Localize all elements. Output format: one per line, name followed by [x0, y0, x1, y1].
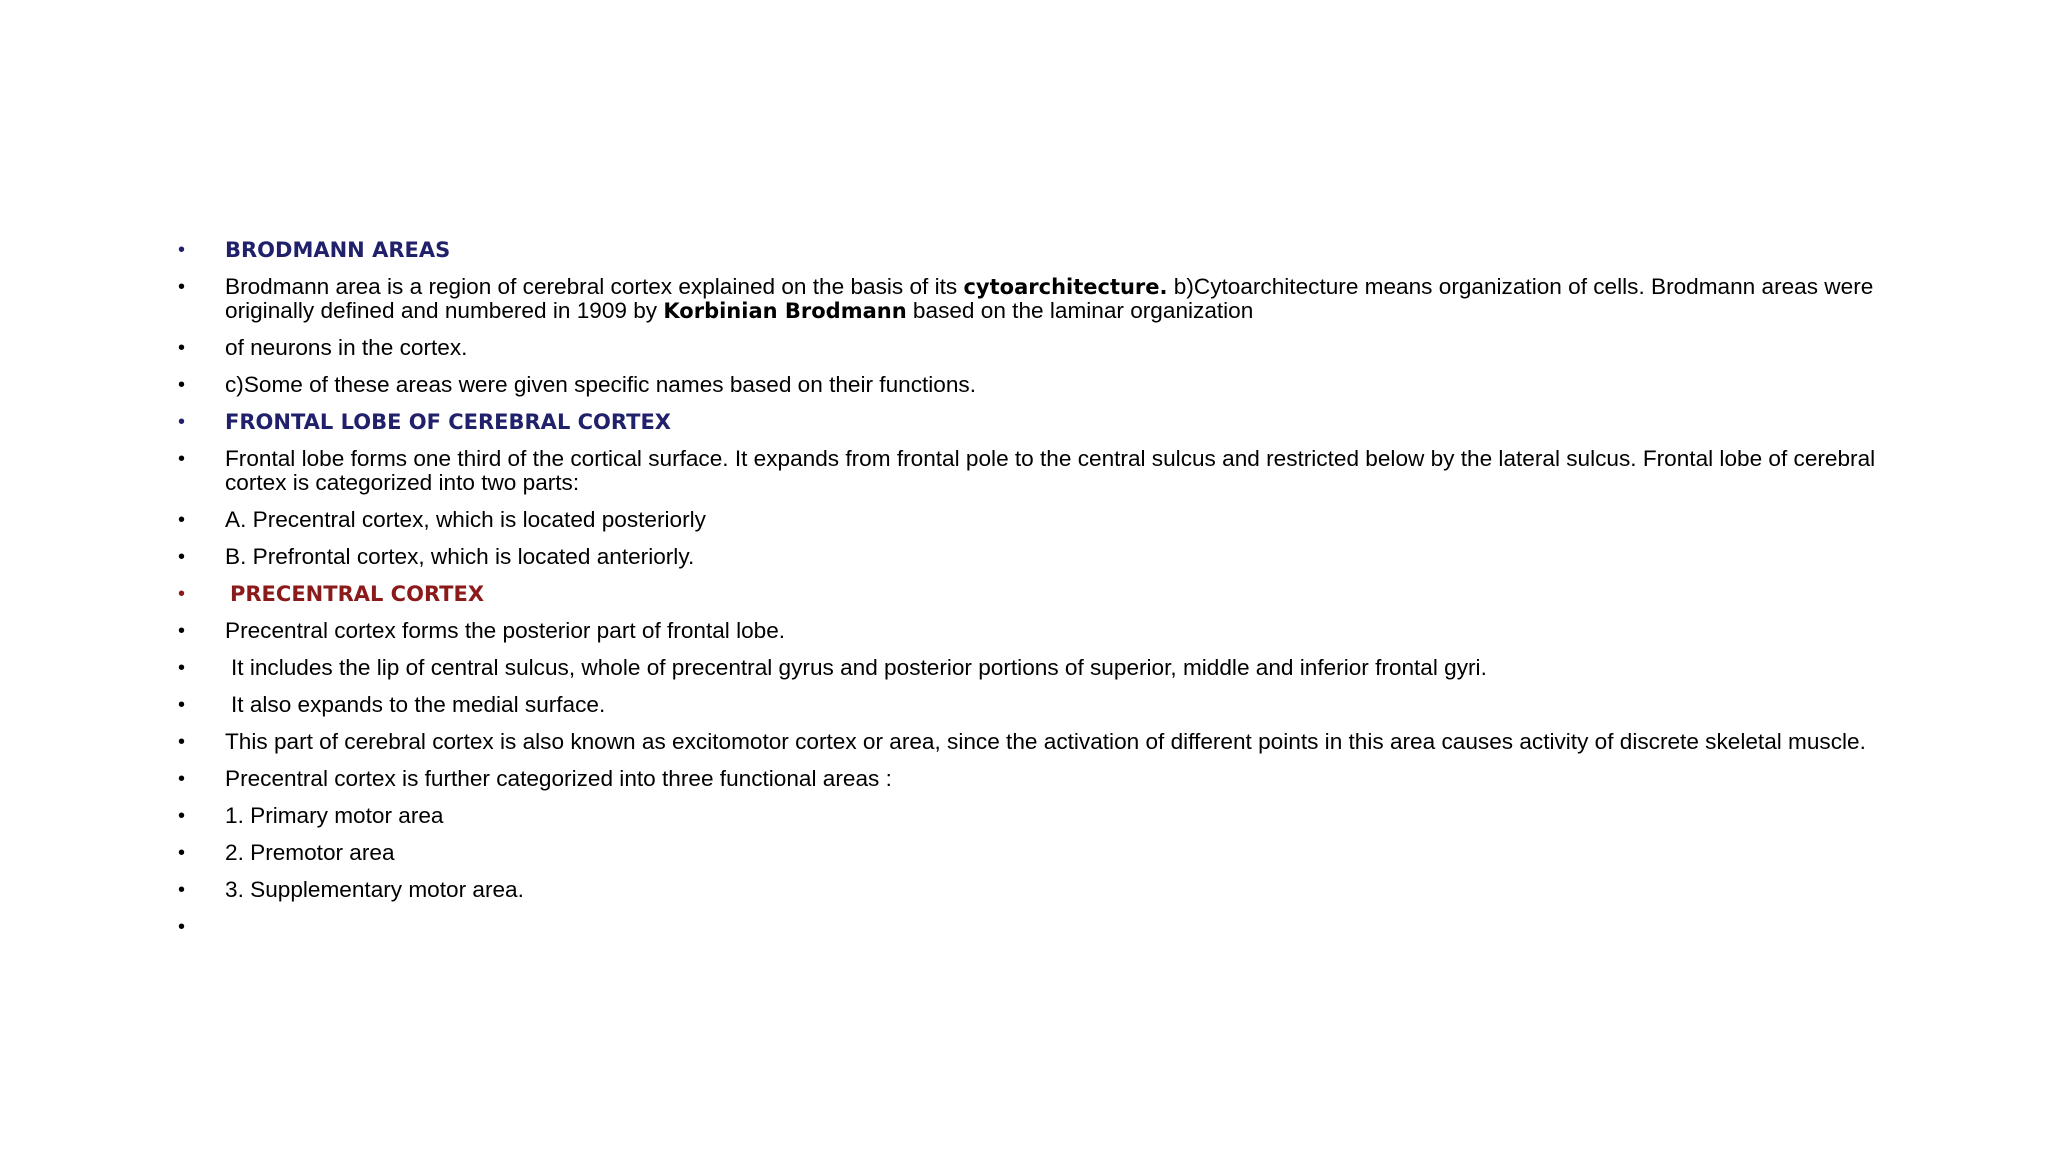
list-item	[172, 410, 1932, 434]
section-heading-brodmann: BRODMANN AREAS	[225, 238, 451, 262]
list-item	[172, 878, 1932, 902]
bullet-icon: •	[178, 731, 186, 753]
text: Brodmann area is a region of cerebral cortex explained on the basis of its	[225, 274, 964, 299]
text: B. Prefrontal cortex, which is located anteriorly.	[225, 544, 695, 569]
text: 1. Primary motor area	[225, 803, 444, 828]
bullet-icon: •	[178, 546, 186, 568]
text: of neurons in the cortex.	[225, 335, 468, 360]
list-item	[172, 619, 1932, 643]
text: Frontal lobe forms one third of the cortical surface. It expands from frontal pole to the central sulcus and restricted below by the lateral sulcus. Frontal lobe of cerebral cortex is categorized into two parts:	[225, 446, 1876, 495]
list-item	[172, 693, 1932, 717]
text: c)Some of these areas were given specific names based on their functions.	[225, 372, 977, 397]
bullet-icon: •	[178, 239, 186, 261]
bullet-icon: •	[178, 509, 186, 531]
list-item	[172, 336, 1932, 360]
bold-term: cytoarchitecture.	[963, 275, 1168, 299]
bullet-list	[172, 238, 1932, 938]
text: Precentral cortex forms the posterior part of frontal lobe.	[225, 618, 786, 643]
bold-term: Korbinian Brodmann	[663, 299, 907, 323]
list-item	[172, 804, 1932, 828]
list-item	[172, 656, 1932, 680]
bullet-icon: •	[178, 276, 186, 298]
text: based on the laminar organization	[906, 298, 1254, 323]
text: It also expands to the medial surface.	[231, 692, 606, 717]
bullet-icon: •	[178, 448, 186, 470]
bullet-icon: •	[178, 583, 186, 605]
list-item	[172, 841, 1932, 865]
list-item	[172, 730, 1932, 754]
text: It includes the lip of central sulcus, whole of precentral gyrus and posterior portions of superior, middle and inferior frontal gyri.	[231, 655, 1487, 680]
bullet-icon: •	[178, 842, 186, 864]
list-item	[172, 582, 1932, 606]
bullet-icon: •	[178, 374, 186, 396]
text: 2. Premotor area	[225, 840, 395, 865]
section-heading-precentral: PRECENTRAL CORTEX	[230, 582, 485, 606]
text: A. Precentral cortex, which is located posteriorly	[225, 507, 706, 532]
bullet-icon: •	[178, 657, 186, 679]
bullet-icon: •	[178, 620, 186, 642]
list-item	[172, 275, 1932, 323]
section-heading-frontal-lobe: FRONTAL LOBE OF CEREBRAL CORTEX	[225, 410, 671, 434]
text: This part of cerebral cortex is also known as excitomotor cortex or area, since the activation of different points in this area causes activity of discrete skeletal muscle.	[225, 729, 1866, 754]
list-item	[172, 545, 1932, 569]
text: b)Cytoarchitecture means organization of cells. Brodmann areas were originally defined and numbered in 1909 by	[225, 274, 1874, 323]
bullet-icon: •	[178, 879, 186, 901]
text: Precentral cortex is further categorized into three functional areas :	[225, 766, 892, 791]
bullet-icon: •	[178, 694, 186, 716]
bullet-icon: •	[178, 337, 186, 359]
bullet-icon: •	[178, 411, 186, 433]
list-item	[172, 508, 1932, 532]
list-item	[172, 238, 1932, 262]
text: 3. Supplementary motor area.	[225, 877, 524, 902]
bullet-icon: •	[178, 805, 186, 827]
list-item	[172, 373, 1932, 397]
list-item	[172, 767, 1932, 791]
bullet-icon: •	[178, 916, 186, 938]
list-item	[172, 447, 1932, 495]
bullet-icon: •	[178, 768, 186, 790]
